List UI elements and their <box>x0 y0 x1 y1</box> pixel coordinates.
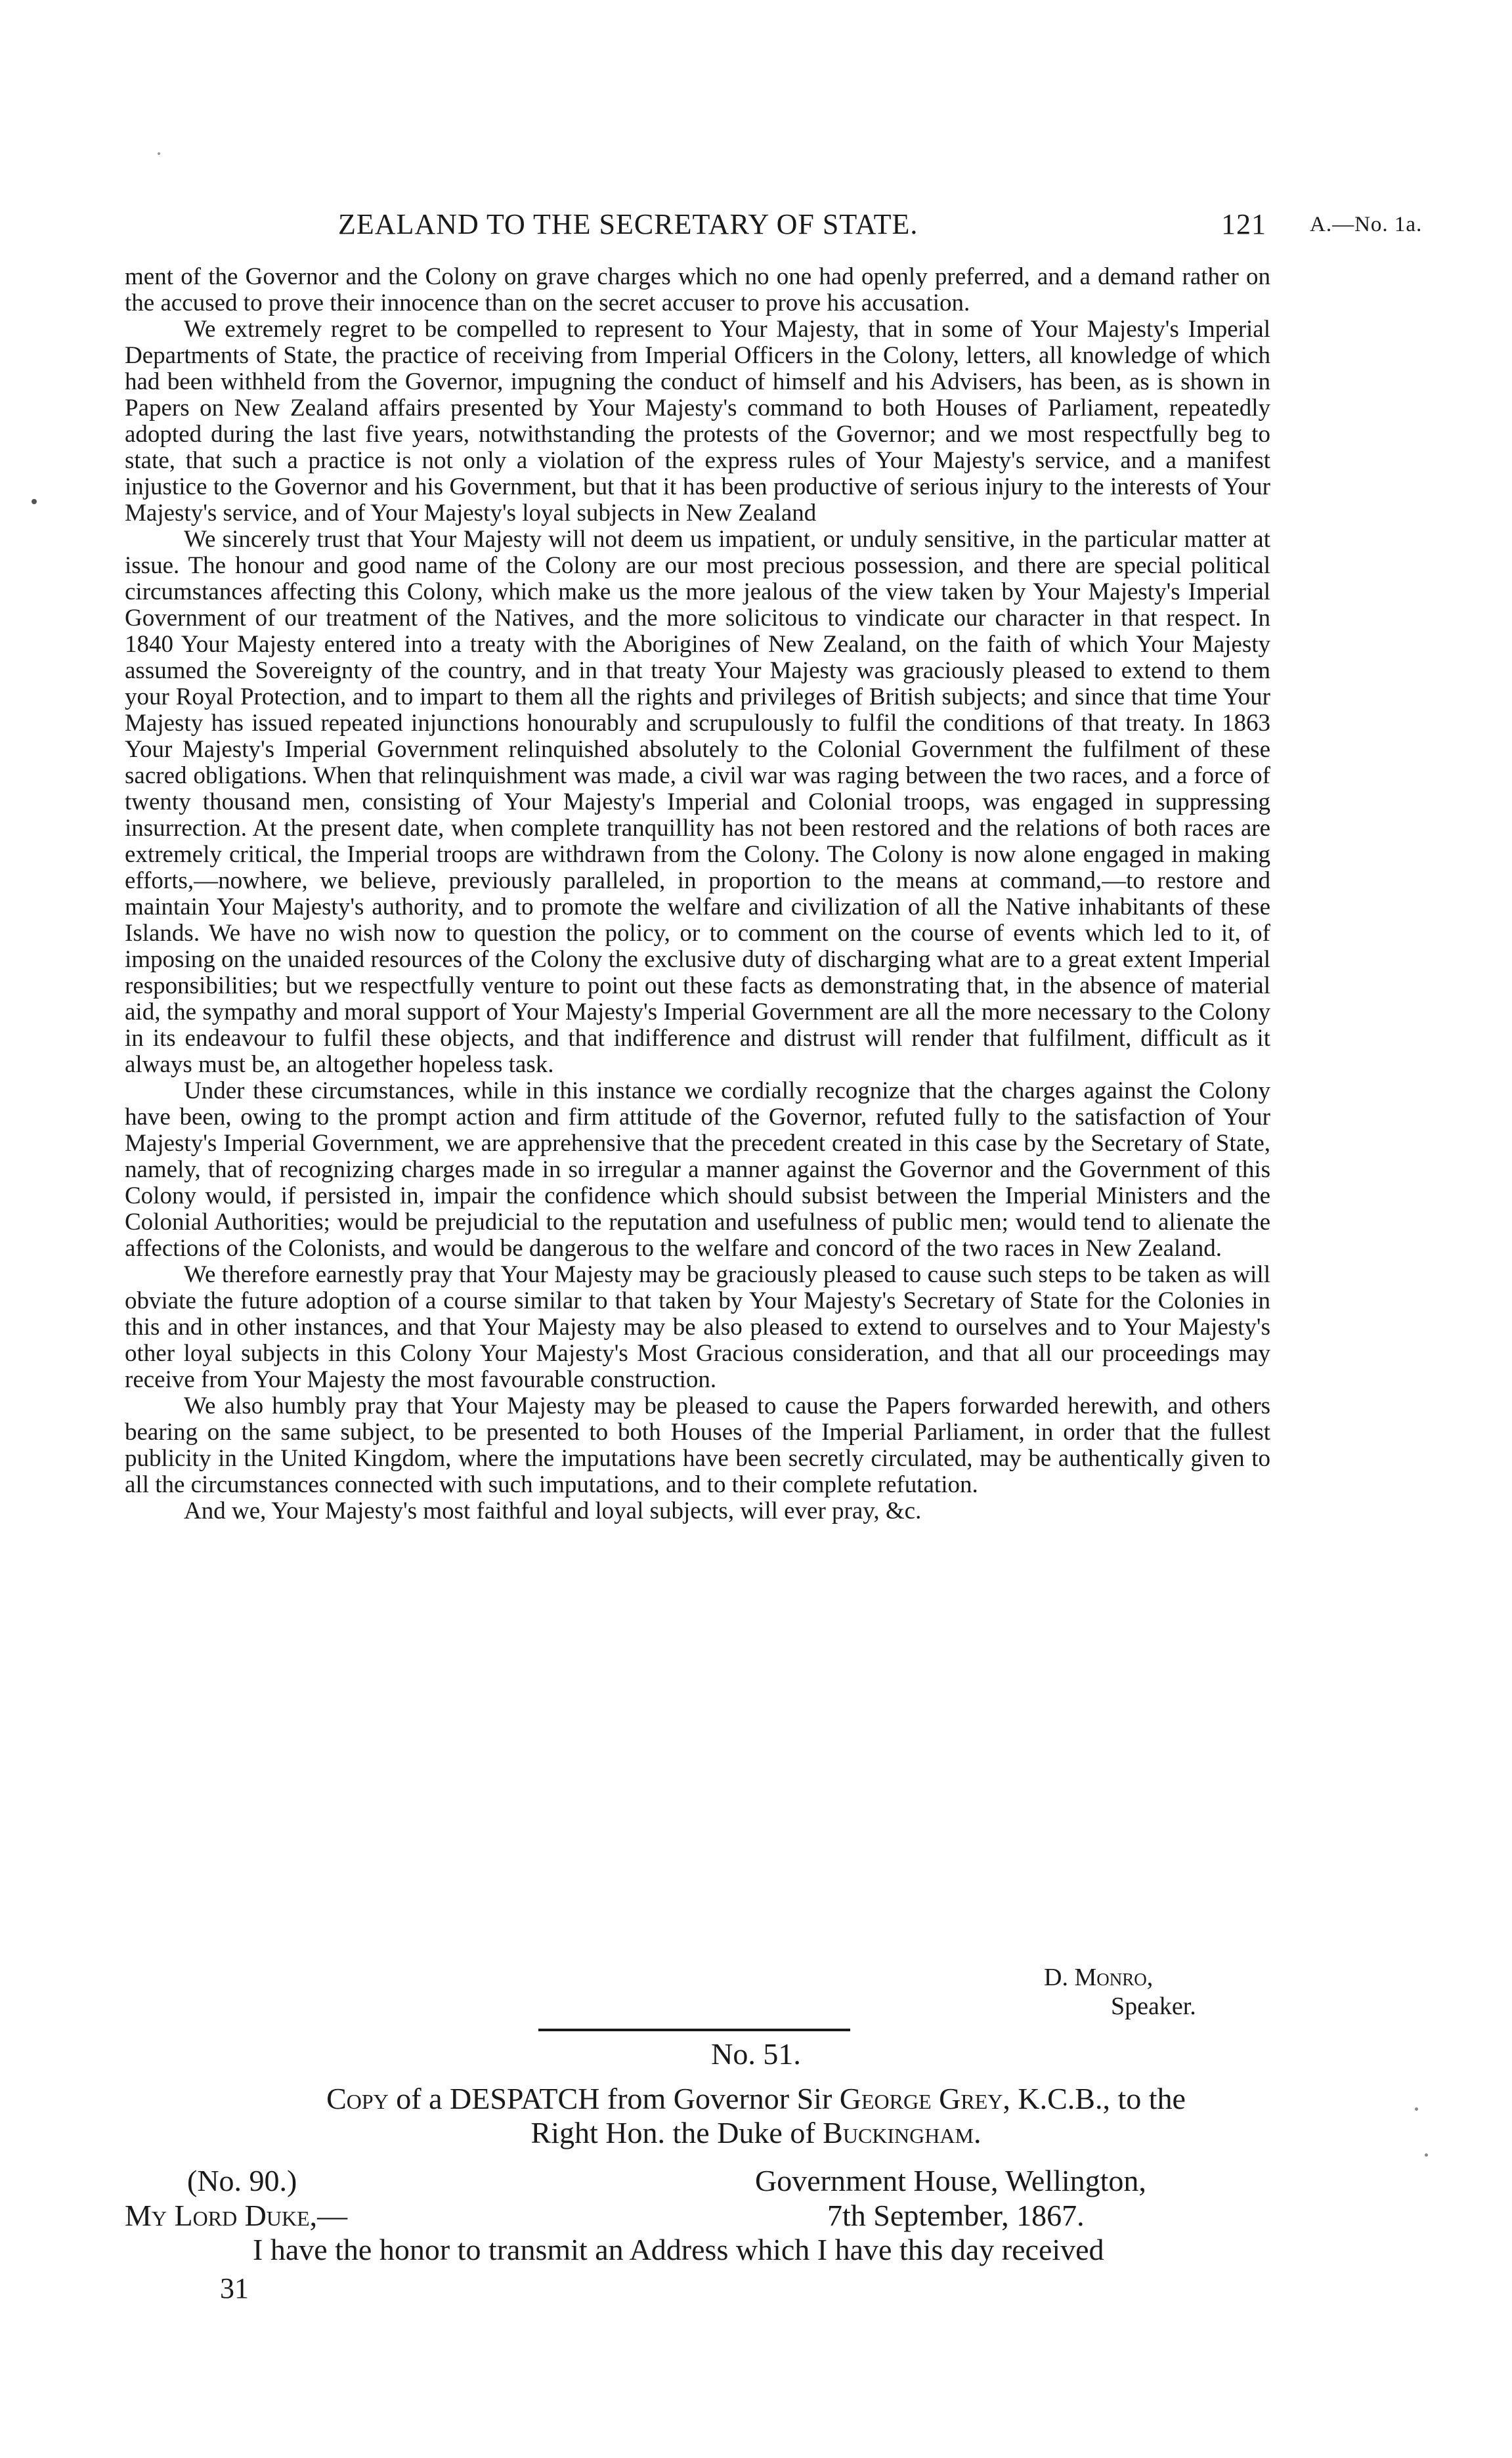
title-end: , K.C.B., to the <box>1003 2082 1186 2115</box>
title-mid: of a DESPATCH from Governor Sir <box>388 2082 840 2115</box>
salutation: My Lord Duke,— <box>125 2199 348 2232</box>
address-body <box>125 264 1270 1524</box>
paragraph-imperial-departments: We extremely regret to be compelled to represent to Your Majesty, that in some of Your Majesty's Imperial Departments of State, the practice of receiving from Imperial Officers in the Colony, letters, all knowledge of which had been withheld from the Governor, impugning the conduct of himself and his Advisers, has been, as is shown in Papers on New Zealand affairs presented by Your Majesty's command to both Houses of Parliament, repeatedly adopted during the last five years, notwithstanding the protests of the Governor; and we most respectfully beg to state, that such a practice is not only a violation of the express rules of Your Majesty's service, and a manifest injustice to the Governor and his Government, but that it has been productive of serious injury to the interests of Your Majesty's service, and of Your Majesty's loyal subjects in New Zealand <box>125 316 1270 527</box>
margin-speck-mark <box>32 499 37 504</box>
printer-signature-mark: 31 <box>220 2272 249 2304</box>
signatory-name: D. Monro, <box>1044 1964 1154 1991</box>
page-number: 121 <box>1221 208 1266 240</box>
margin-speck-mark <box>158 152 160 155</box>
despatch-date: 7th September, 1867. <box>827 2199 1085 2232</box>
despatch-number: No. 51. <box>711 2037 801 2071</box>
signatory-role: Speaker. <box>1111 1993 1196 2020</box>
duke-name: Buckingham <box>823 2116 974 2149</box>
section-divider <box>538 2029 850 2031</box>
running-title: ZEALAND TO THE SECRETARY OF STATE. <box>338 208 918 240</box>
margin-speck-mark <box>1415 2107 1418 2111</box>
document-reference: A.—No. 1a. <box>1310 213 1423 236</box>
despatch-opening-line: I have the honor to transmit an Address which I have this day received <box>253 2233 1104 2266</box>
despatch-title-line-2 <box>0 2115 1512 2150</box>
despatch-place: Government House, Wellington, <box>755 2164 1146 2197</box>
margin-speck-mark <box>1425 2153 1428 2157</box>
paragraph-continuation: ment of the Governor and the Colony on grave charges which no one had openly preferred, and a demand rather on the accused to prove their innocence than on the secret accuser to prove his accusation. <box>125 263 1270 316</box>
page-header <box>0 207 1512 253</box>
paragraph-closing: And we, Your Majesty's most faithful and loyal subjects, will ever pray, &c. <box>184 1498 922 1524</box>
paragraph-circumstances: Under these circumstances, while in this instance we cordially recognize that the charges against the Colony have been, owing to the prompt action and firm attitude of the Governor, refuted fully to the satisfaction of Your Majesty's Imperial Government, we are apprehensive that the precedent created in this case by the Secretary of State, namely, that of recognizing charges made in so irregular a manner against the Governor and the Government of this Colony would, if persisted in, impair the confidence which should subsist between the Imperial Ministers and the Colonial Authorities; would be prejudicial to the reputation and usefulness of public men; would tend to alienate the affections of the Colonists, and would be dangerous to the welfare and concord of the two races in New Zealand. <box>125 1077 1270 1262</box>
line2-start: Right Hon. the Duke of <box>530 2116 823 2149</box>
governor-name: George Grey <box>839 2082 1003 2115</box>
paragraph-honour-of-colony: We sincerely trust that Your Majesty will not deem us impatient, or unduly sensitive, in the particular matter at issue. The honour and good name of the Colony are our most precious possession, and there are special political circumstances affecting this Colony, which make us the more jealous of the view taken by Your Majesty's Imperial Government of our treatment of the Natives, and the more solicitous to vindicate our character in that respect. In 1840 Your Majesty entered into a treaty with the Aborigines of New Zealand, on the faith of which Your Majesty assumed the Sovereignty of the country, and in that treaty Your Majesty was graciously pleased to extend to them your Royal Protection, and to impart to them all the rights and privileges of British subjects; and since that time Your Majesty has issued repeated injunctions honourably and scrupulously to fulfil the conditions of that treaty. In 1863 Your Majesty's Imperial Government relinquished absolutely to the Colonial Government the fulfilment of these sacred obligations. When that relinquishment was made, a civil war was raging between the two races, and a force of twenty thousand men, consisting of Your Majesty's Imperial and Colonial troops, was engaged in suppressing insurrection. At the present date, when complete tranquillity has not been restored and the relations of both races are extremely critical, the Imperial troops are withdrawn from the Colony. The Colony is now alone engaged in making efforts,—nowhere, we believe, previously paralleled, in proportion to the means at command,—to restore and maintain Your Majesty's authority, and to promote the welfare and civilization of all the Native inhabitants of these Islands. We have no wish now to question the policy, or to comment on the course of events which led to it, of imposing on the unaided resources of the Colony the exclusive duty of discharging what are to a great extent Imperial responsibilities; but we respectfully venture to point out these facts as demonstrating that, in the absence of material aid, the sympathy and moral support of Your Majesty's Imperial Government are all the more necessary to the Colony in its endeavour to fulfil these objects, and that indifference and distrust will render that fulfilment, difficult as it always must be, an altogether hopeless task. <box>125 526 1270 1078</box>
despatch-ref-number: (No. 90.) <box>187 2164 297 2197</box>
despatch-title-line-1 <box>0 2081 1512 2116</box>
line2-end: . <box>973 2116 982 2149</box>
paragraph-prayer: We therefore earnestly pray that Your Majesty may be graciously pleased to cause such steps to be taken as will obviate the future adoption of a course similar to that taken by Your Majesty's Secretary of State for the Colonies in this and in other instances, and that Your Majesty may be also pleased to extend to ourselves and to Your Majesty's other loyal subjects in this Colony Your Majesty's Most Gracious consideration, and that all our proceedings may receive from Your Majesty the most favourable construction. <box>125 1261 1270 1393</box>
paragraph-papers: We also humbly pray that Your Majesty may be pleased to cause the Papers forwarded herewith, and others bearing on the same subject, to be presented to both Houses of the Imperial Parliament, in order that the fullest publicity in the United Kingdom, where the imputations have been secretly circulated, may be authentically given to all the circumstances connected with such imputations, and to their complete refutation. <box>125 1392 1270 1498</box>
copy-word: Copy <box>326 2082 389 2115</box>
